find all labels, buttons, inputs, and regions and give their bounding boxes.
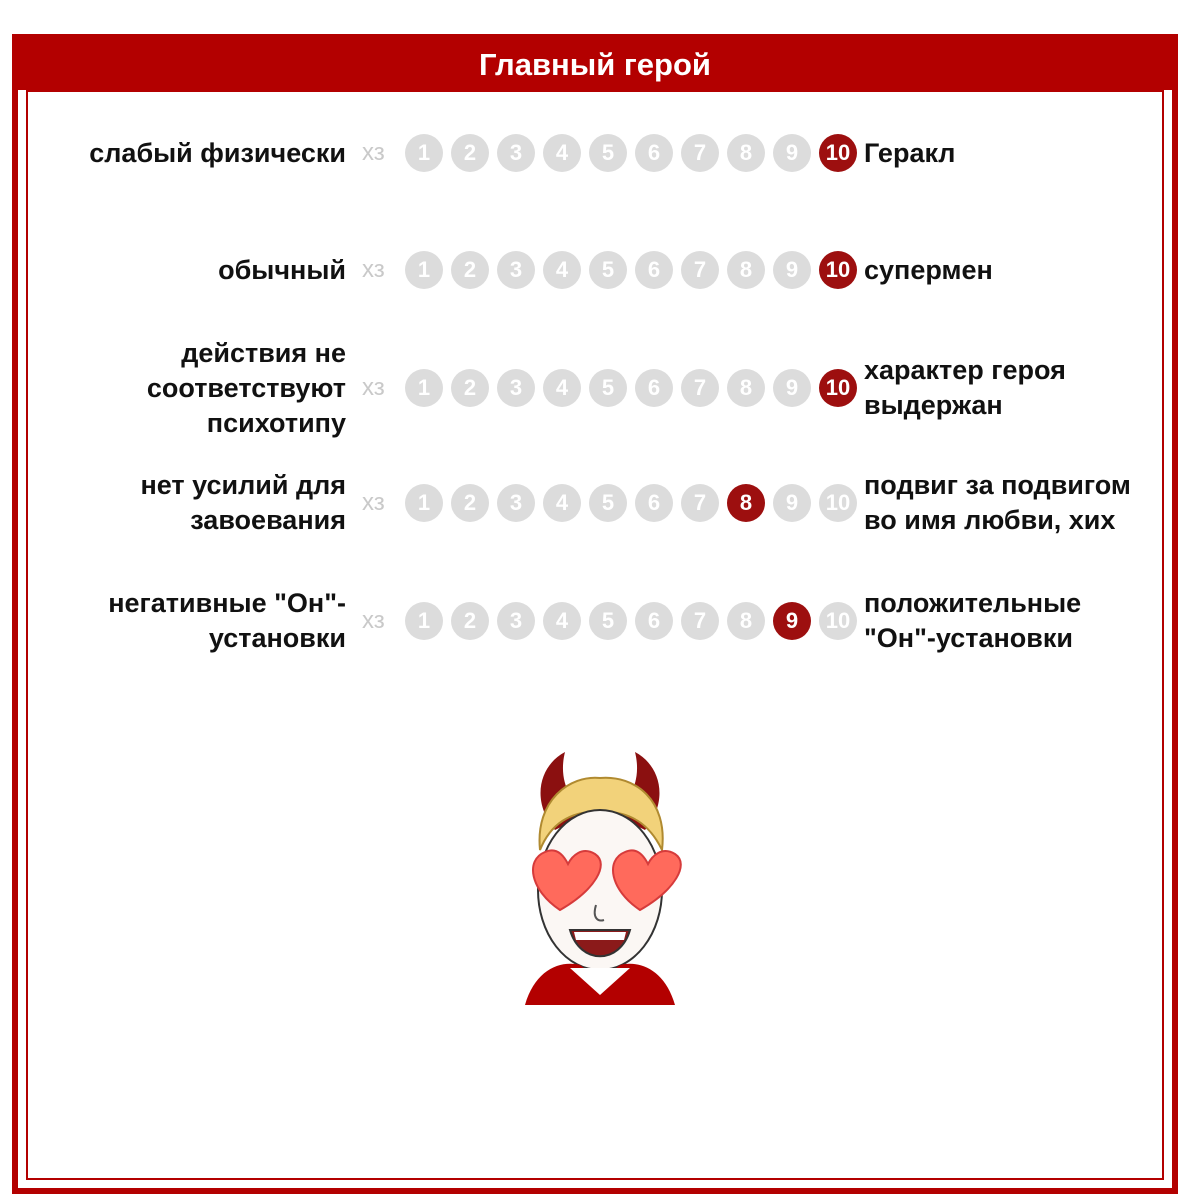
scale-prefix: хз bbox=[362, 139, 385, 166]
rating-dot[interactable]: 2 bbox=[451, 251, 489, 289]
rating-dot[interactable]: 3 bbox=[497, 369, 535, 407]
right-label-line: характер героя bbox=[864, 355, 1066, 385]
right-label-line: выдержан bbox=[864, 390, 1003, 420]
left-label-line: психотипу bbox=[206, 407, 346, 438]
rating-dot[interactable]: 1 bbox=[405, 134, 443, 172]
right-label bbox=[864, 98, 1184, 208]
left-label-line: установки bbox=[208, 623, 346, 653]
rating-dot[interactable]: 5 bbox=[589, 134, 627, 172]
left-label bbox=[6, 215, 346, 325]
right-label-line: Геракл bbox=[864, 137, 956, 168]
right-label-line: во имя любви, хих bbox=[864, 505, 1116, 535]
rating-dot[interactable]: 9 bbox=[773, 251, 811, 289]
rating-dot[interactable]: 6 bbox=[635, 369, 673, 407]
rating-dot[interactable]: 7 bbox=[681, 369, 719, 407]
rating-dot[interactable]: 4 bbox=[543, 251, 581, 289]
rating-dot[interactable]: 8 bbox=[727, 251, 765, 289]
rating-dot[interactable]: 7 bbox=[681, 134, 719, 172]
rating-dot[interactable]: 6 bbox=[635, 134, 673, 172]
left-label bbox=[6, 448, 346, 558]
rating-dot[interactable]: 3 bbox=[497, 134, 535, 172]
rating-row bbox=[0, 98, 1200, 208]
rating-dot-selected[interactable]: 9 bbox=[773, 602, 811, 640]
rating-dot[interactable]: 1 bbox=[405, 369, 443, 407]
rating-dot-selected[interactable]: 10 bbox=[819, 134, 857, 172]
rating-dot-selected[interactable]: 10 bbox=[819, 369, 857, 407]
left-label-line: нет усилий для bbox=[140, 470, 346, 500]
rating-dot[interactable]: 7 bbox=[681, 602, 719, 640]
rating-dot[interactable]: 2 bbox=[451, 484, 489, 522]
rating-dot[interactable]: 9 bbox=[773, 369, 811, 407]
right-label-line: положительные bbox=[864, 588, 1082, 618]
rating-scale bbox=[356, 448, 856, 558]
rating-dot[interactable]: 4 bbox=[543, 602, 581, 640]
right-label bbox=[864, 448, 1184, 558]
left-label bbox=[6, 333, 346, 443]
scale-prefix: хз bbox=[362, 374, 385, 401]
rating-dot[interactable]: 5 bbox=[589, 251, 627, 289]
rating-dot[interactable]: 1 bbox=[405, 602, 443, 640]
rating-dot[interactable]: 8 bbox=[727, 369, 765, 407]
left-label-line: соответствуют bbox=[146, 372, 346, 403]
scale-prefix: хз bbox=[362, 489, 385, 516]
rating-dot[interactable]: 7 bbox=[681, 484, 719, 522]
rating-dot[interactable]: 4 bbox=[543, 369, 581, 407]
rating-dot[interactable]: 5 bbox=[589, 602, 627, 640]
left-label-line: негативные "Он"- bbox=[108, 588, 346, 618]
rating-dot[interactable]: 8 bbox=[727, 134, 765, 172]
left-label-line: завоевания bbox=[190, 505, 346, 535]
rating-dot[interactable]: 2 bbox=[451, 369, 489, 407]
rating-dot[interactable]: 5 bbox=[589, 484, 627, 522]
rating-dot[interactable]: 6 bbox=[635, 484, 673, 522]
rating-dot[interactable]: 2 bbox=[451, 602, 489, 640]
rating-dot[interactable]: 3 bbox=[497, 602, 535, 640]
rating-dot[interactable]: 9 bbox=[773, 134, 811, 172]
rating-dot[interactable]: 8 bbox=[727, 602, 765, 640]
rating-row bbox=[0, 566, 1200, 676]
right-label-line: "Он"-установки bbox=[864, 623, 1074, 653]
rating-dot[interactable]: 5 bbox=[589, 369, 627, 407]
right-label bbox=[864, 566, 1184, 676]
rating-dot[interactable]: 4 bbox=[543, 484, 581, 522]
right-label-line: супермен bbox=[864, 254, 993, 285]
rating-dot[interactable]: 3 bbox=[497, 484, 535, 522]
rating-dot[interactable]: 10 bbox=[819, 484, 857, 522]
rating-dot-selected[interactable]: 10 bbox=[819, 251, 857, 289]
rating-dot[interactable]: 9 bbox=[773, 484, 811, 522]
rating-scale bbox=[356, 98, 856, 208]
left-label bbox=[6, 98, 346, 208]
rating-dot-selected[interactable]: 8 bbox=[727, 484, 765, 522]
rating-row bbox=[0, 215, 1200, 325]
scale-prefix: хз bbox=[362, 256, 385, 283]
rating-dot[interactable]: 10 bbox=[819, 602, 857, 640]
rating-dot[interactable]: 6 bbox=[635, 251, 673, 289]
devil-avatar-icon bbox=[500, 740, 700, 1010]
scale-prefix: хз bbox=[362, 607, 385, 634]
rating-row bbox=[0, 448, 1200, 558]
rating-row bbox=[0, 333, 1200, 443]
rating-dot[interactable]: 2 bbox=[451, 134, 489, 172]
left-label-line: обычный bbox=[218, 254, 346, 285]
rating-scale bbox=[356, 215, 856, 325]
right-label bbox=[864, 215, 1184, 325]
left-label bbox=[6, 566, 346, 676]
rating-dot[interactable]: 1 bbox=[405, 484, 443, 522]
page-title: Главный герой bbox=[18, 40, 1172, 90]
right-label bbox=[864, 333, 1184, 443]
left-label-line: действия не bbox=[181, 337, 346, 368]
rating-dot[interactable]: 1 bbox=[405, 251, 443, 289]
left-label-line: слабый физически bbox=[89, 137, 346, 168]
rating-dot[interactable]: 3 bbox=[497, 251, 535, 289]
right-label-line: подвиг за подвигом bbox=[864, 470, 1131, 500]
rating-dot[interactable]: 7 bbox=[681, 251, 719, 289]
rating-scale bbox=[356, 566, 856, 676]
rating-dot[interactable]: 6 bbox=[635, 602, 673, 640]
rating-dot[interactable]: 4 bbox=[543, 134, 581, 172]
rating-scale bbox=[356, 333, 856, 443]
